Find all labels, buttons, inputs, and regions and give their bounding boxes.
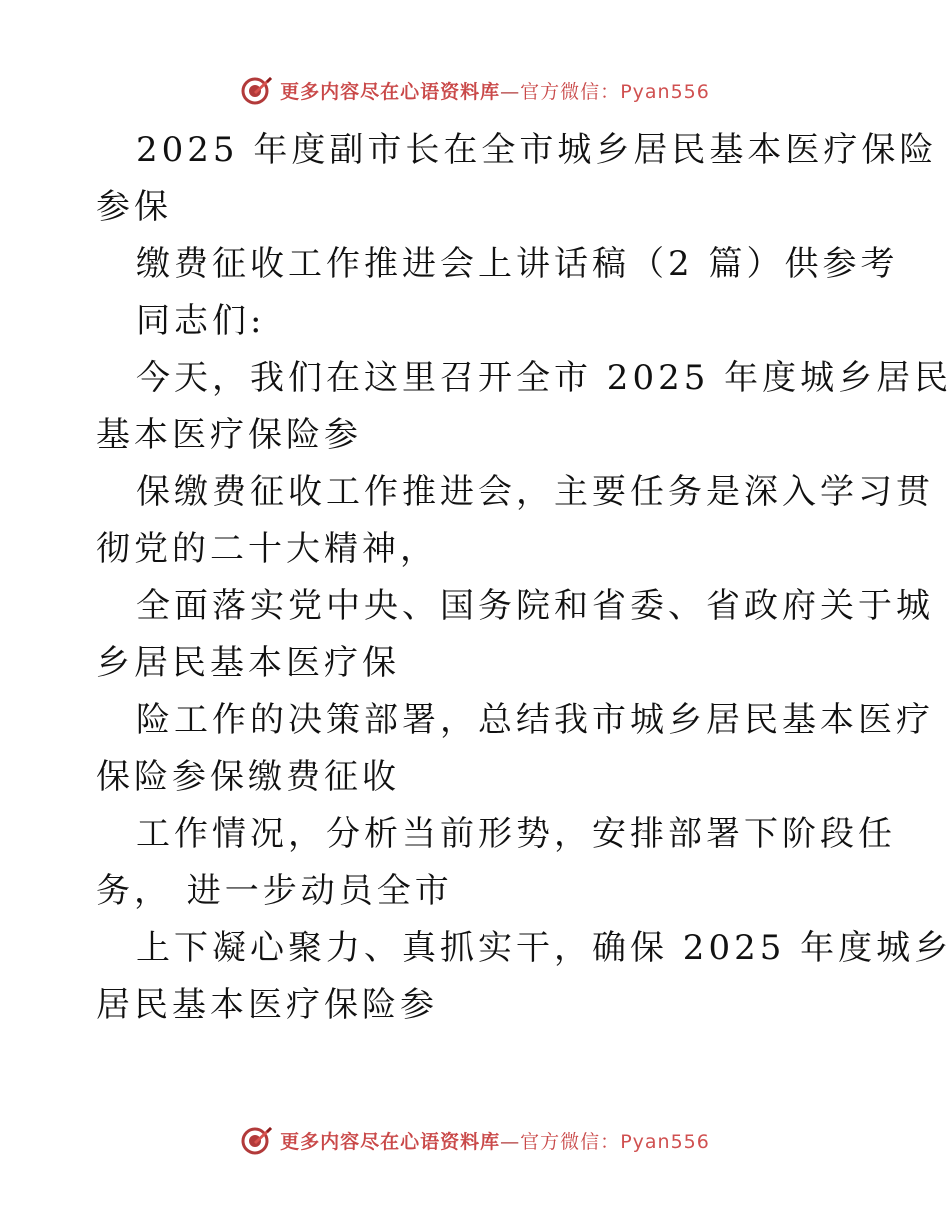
banner-wechat-label: 官方微信： (520, 80, 621, 103)
text-line: 乡居民基本医疗保 (96, 643, 400, 683)
text-line: 参保 (96, 187, 172, 227)
text-line: 同志们: (136, 301, 266, 341)
text-line: 居民基本医疗保险参 (96, 985, 438, 1025)
text-line: 保缴费征收工作推进会，主要任务是深入学习贯 (136, 472, 934, 512)
header-banner (0, 70, 950, 110)
text-line: 保险参保缴费征收 (96, 757, 400, 797)
pen-logo-icon (240, 1123, 274, 1157)
document-body (96, 122, 952, 1034)
text-line: 全面落实党中央、国务院和省委、省政府关于城 (136, 586, 934, 626)
banner-brand: 更多内容尽在心语资料库 (280, 80, 501, 103)
text-line: 2025 年度副市长在全市城乡居民基本医疗保险 (136, 130, 938, 170)
banner-wechat-id: Pyan556 (620, 1130, 710, 1153)
text-line: 缴费征收工作推进会上讲话稿（2 篇）供参考 (136, 244, 899, 284)
footer-banner-text (280, 1127, 710, 1154)
text-line: 上下凝心聚力、真抓实干，确保 2025 年度城乡 (136, 928, 952, 968)
text-line: 今天，我们在这里召开全市 2025 年度城乡居民 (136, 358, 952, 398)
text-line: 险工作的决策部署，总结我市城乡居民基本医疗 (136, 700, 934, 740)
text-line: 基本医疗保险参 (96, 415, 362, 455)
text-line: 务， 进一步动员全市 (96, 871, 453, 911)
banner-separator: — (500, 80, 521, 103)
banner-separator: — (500, 1130, 521, 1153)
header-banner-text (280, 77, 710, 104)
banner-brand: 更多内容尽在心语资料库 (280, 1130, 501, 1153)
footer-banner (0, 1120, 950, 1160)
text-line: 彻党的二十大精神， (96, 529, 438, 569)
text-line: 工作情况，分析当前形势，安排部署下阶段任 (136, 814, 896, 854)
banner-wechat-id: Pyan556 (620, 80, 710, 103)
banner-wechat-label: 官方微信： (520, 1130, 621, 1153)
pen-logo-icon (240, 73, 274, 107)
